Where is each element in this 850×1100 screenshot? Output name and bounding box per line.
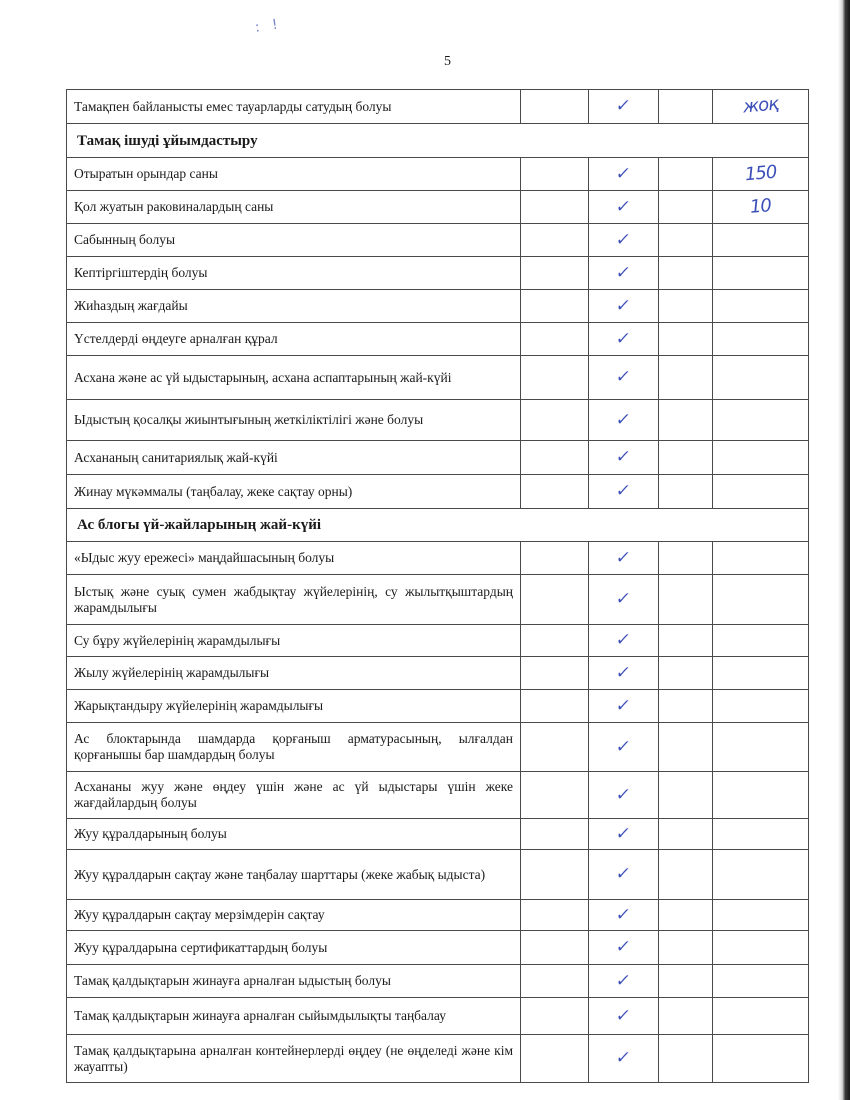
note-cell [713,158,809,191]
handwritten-check-icon: ✓ [614,328,633,349]
handwritten-check-icon: ✓ [614,1048,633,1068]
checklist-row [67,998,809,1035]
note-cell [713,542,809,575]
checklist-row [67,690,809,723]
empty-cell [659,158,713,191]
checklist-row [67,90,809,124]
section-title: Тамақ ішуді ұйымдастыру [67,124,809,158]
checklist-row [67,965,809,998]
checklist-row [67,290,809,323]
empty-cell [659,257,713,290]
note-cell [713,931,809,965]
empty-cell [659,1035,713,1083]
empty-cell [521,400,589,441]
empty-cell [659,575,713,625]
checklist-row [67,323,809,356]
handwritten-check-icon: ✓ [614,736,633,757]
handwritten-note: 10 [749,194,772,218]
handwritten-check-icon: ✓ [614,295,633,316]
empty-cell [521,441,589,475]
empty-cell [521,1035,589,1083]
handwritten-check-icon: ✓ [614,904,633,925]
criterion-label: Тамақпен байланысты емес тауарларды сатудың болуы [67,90,521,124]
section-title: Ас блогы үй-жайларының жай-күйі [67,509,809,542]
handwritten-check-icon: ✓ [614,1005,633,1026]
note-cell [713,900,809,931]
note-cell [713,1035,809,1083]
note-cell [713,723,809,772]
criterion-label: Тамақ қалдықтарын жинауға арналған ыдыстың болуы [67,965,521,998]
checklist-row [67,356,809,400]
empty-cell [521,90,589,124]
checklist-row [67,441,809,475]
empty-cell [659,657,713,690]
empty-cell [521,931,589,965]
note-cell [713,441,809,475]
check-cell [589,850,659,900]
note-cell [713,290,809,323]
check-cell [589,290,659,323]
checklist-row [67,475,809,509]
empty-cell [659,965,713,998]
handwritten-check-icon: ✓ [614,481,633,501]
empty-cell [521,257,589,290]
checklist-row [67,819,809,850]
checklist-row [67,257,809,290]
check-cell [589,900,659,931]
inspection-checklist-table [66,89,809,1083]
check-cell [589,90,659,124]
empty-cell [521,772,589,819]
empty-cell [521,158,589,191]
empty-cell [521,657,589,690]
criterion-label: Асхананы жуу және өңдеу үшін және ас үй ыдыстары үшін жеке жағдайлардың болуы [67,772,521,819]
criterion-label: Жылу жүйелерінің жарамдылығы [67,657,521,690]
note-cell [713,819,809,850]
criterion-label: Жарықтандыру жүйелерінің жарамдылығы [67,690,521,723]
empty-cell [521,850,589,900]
check-cell [589,257,659,290]
empty-cell [659,931,713,965]
criterion-label: Тамақ қалдықтарын жинауға арналған сыйымдылықты таңбалау [67,998,521,1035]
checklist-row [67,625,809,657]
empty-cell [521,625,589,657]
check-cell [589,1035,659,1083]
note-cell [713,90,809,124]
note-cell [713,998,809,1035]
empty-cell [659,400,713,441]
empty-cell [659,441,713,475]
empty-cell [659,819,713,850]
criterion-label: Үстелдерді өңдеуге арналған құрал [67,323,521,356]
check-cell [589,191,659,224]
checklist-row [67,850,809,900]
check-cell [589,323,659,356]
empty-cell [659,542,713,575]
handwritten-note: жоқ [742,93,779,118]
note-cell [713,965,809,998]
handwritten-check-icon: ✓ [614,96,633,116]
empty-cell [521,819,589,850]
empty-cell [521,356,589,400]
handwritten-check-icon: ✓ [614,262,633,283]
checklist-row [67,224,809,257]
handwritten-check-icon: ✓ [614,662,633,683]
empty-cell [659,475,713,509]
note-cell [713,323,809,356]
note-cell [713,356,809,400]
check-cell [589,224,659,257]
criterion-label: Жуу құралдарын сақтау мерзімдерін сақтау [67,900,521,931]
empty-cell [659,723,713,772]
checklist-row [67,400,809,441]
handwritten-note: 150 [743,161,777,185]
note-cell [713,625,809,657]
check-cell [589,625,659,657]
empty-cell [521,575,589,625]
handwritten-check-icon: ✓ [614,823,633,844]
empty-cell [659,690,713,723]
checklist-row [67,931,809,965]
criterion-label: Ас блоктарында шамдарда қорғаныш арматурасының, ылғалдан қорғанышы бар шамдардың болуы [67,723,521,772]
empty-cell [521,998,589,1035]
section-header-row [67,509,809,542]
checklist-row [67,657,809,690]
checklist-row [67,1035,809,1083]
check-cell [589,542,659,575]
empty-cell [659,772,713,819]
empty-cell [659,356,713,400]
empty-cell [659,625,713,657]
handwritten-check-icon: ✓ [614,196,633,217]
empty-cell [659,224,713,257]
empty-cell [521,290,589,323]
check-cell [589,965,659,998]
handwritten-check-icon: ✓ [614,229,633,250]
check-cell [589,356,659,400]
criterion-label: Сабынның болуы [67,224,521,257]
checklist-row [67,723,809,772]
empty-cell [659,323,713,356]
handwritten-check-icon: ✓ [614,447,633,467]
check-cell [589,575,659,625]
check-cell [589,475,659,509]
check-cell [589,690,659,723]
criterion-label: Кептіргіштердің болуы [67,257,521,290]
empty-cell [521,191,589,224]
check-cell [589,657,659,690]
page-number: 5 [444,54,451,69]
criterion-label: Ыстық және суық сумен жабдықтау жүйелерінің, су жылытқыштардың жарамдылығы [67,575,521,625]
empty-cell [521,900,589,931]
handwritten-check-icon: ✓ [614,970,633,991]
check-cell [589,723,659,772]
checklist-row [67,900,809,931]
empty-cell [521,224,589,257]
checklist-row [67,542,809,575]
empty-cell [659,90,713,124]
empty-cell [659,850,713,900]
note-cell [713,400,809,441]
check-cell [589,400,659,441]
checklist-row [67,772,809,819]
empty-cell [659,191,713,224]
handwritten-check-icon: ✓ [614,784,633,805]
handwritten-check-icon: ✓ [614,367,633,387]
note-cell [713,475,809,509]
note-cell [713,657,809,690]
note-cell [713,772,809,819]
criterion-label: Қол жуатын раковиналардың саны [67,191,521,224]
checklist-row [67,575,809,625]
criterion-label: Асхананың санитариялық жай-күйі [67,441,521,475]
handwritten-check-icon: ✓ [614,163,633,184]
criterion-label: Тамақ қалдықтарына арналған контейнерлерді өңдеу (не өңделеді және кім жауапты) [67,1035,521,1083]
empty-cell [521,690,589,723]
checklist-row [67,191,809,224]
criterion-label: Су бұру жүйелерінің жарамдылығы [67,625,521,657]
criterion-label: «Ыдыс жуу ережесі» маңдайшасының болуы [67,542,521,575]
criterion-label: Жиһаздың жағдайы [67,290,521,323]
criterion-label: Асхана және ас үй ыдыстарының, асхана аспаптарының жай-күйі [67,356,521,400]
empty-cell [521,475,589,509]
criterion-label: Ыдыстың қосалқы жиынтығының жеткіліктілігі және болуы [67,400,521,441]
handwritten-check-icon: ✓ [614,409,633,430]
checklist-row [67,158,809,191]
scan-edge [838,0,850,1100]
handwritten-check-icon: ✓ [614,695,633,716]
note-cell [713,575,809,625]
note-cell [713,224,809,257]
note-cell [713,191,809,224]
note-cell [713,850,809,900]
check-cell [589,158,659,191]
criterion-label: Жуу құралдарына сертификаттардың болуы [67,931,521,965]
check-cell [589,998,659,1035]
check-cell [589,819,659,850]
check-cell [589,931,659,965]
handwritten-check-icon: ✓ [614,937,633,957]
handwritten-check-icon: ✓ [614,630,633,650]
empty-cell [659,998,713,1035]
note-cell [713,257,809,290]
criterion-label: Жуу құралдарын сақтау және таңбалау шарттары (жеке жабық ыдыста) [67,850,521,900]
empty-cell [659,290,713,323]
handwritten-check-icon: ✓ [614,864,633,884]
empty-cell [521,965,589,998]
check-cell [589,441,659,475]
empty-cell [521,542,589,575]
criterion-label: Жинау мүкәммалы (таңбалау, жеке сақтау орны) [67,475,521,509]
empty-cell [521,323,589,356]
handwritten-check-icon: ✓ [614,589,633,609]
empty-cell [521,723,589,772]
check-cell [589,772,659,819]
note-cell [713,690,809,723]
handwritten-top-marks: : ! [254,16,283,36]
criterion-label: Отыратын орындар саны [67,158,521,191]
empty-cell [659,900,713,931]
handwritten-check-icon: ✓ [614,547,633,568]
section-header-row [67,124,809,158]
criterion-label: Жуу құралдарының болуы [67,819,521,850]
